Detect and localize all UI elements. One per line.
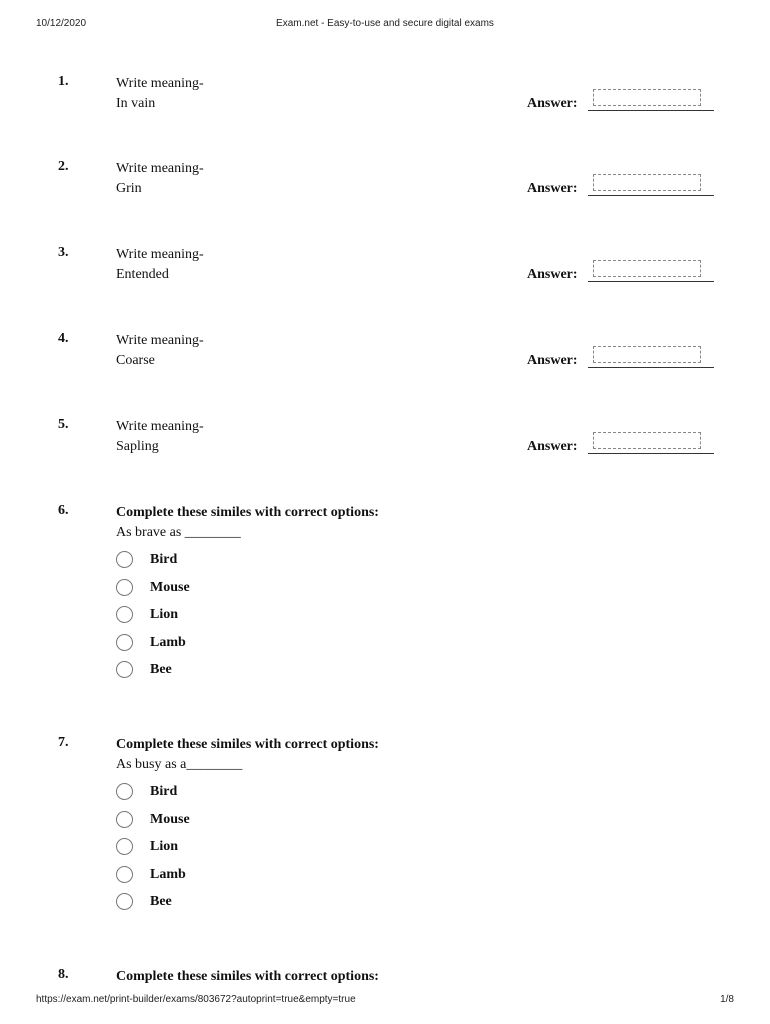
question-prompt: Complete these similes with correct options: — [116, 969, 379, 984]
question-word: Coarse — [116, 353, 155, 368]
answer-input[interactable] — [593, 432, 701, 449]
option-label: Bee — [150, 894, 172, 909]
radio-button[interactable] — [116, 551, 133, 568]
page-header — [36, 18, 734, 32]
option-label: Lamb — [150, 634, 186, 650]
question-word: Sapling — [116, 439, 159, 454]
radio-button[interactable] — [116, 866, 133, 883]
radio-button[interactable] — [116, 579, 133, 596]
footer-url: https://exam.net/print-builder/exams/803672?autoprint=true&empty=true — [36, 994, 356, 1005]
question-number: 5. — [58, 417, 69, 432]
question-text — [116, 967, 379, 987]
page-number: 1/8 — [720, 994, 734, 1005]
option-label: Bird — [150, 552, 178, 567]
radio-button[interactable] — [116, 634, 133, 651]
answer-label: Answer: — [527, 353, 578, 368]
option-label: Bee — [150, 662, 172, 677]
answer-input[interactable] — [593, 174, 701, 191]
radio-button[interactable] — [116, 783, 133, 800]
answer-label: Answer: — [527, 181, 578, 196]
question-prompt: Complete these similes with correct options: — [116, 737, 379, 752]
question-text — [116, 74, 204, 114]
radio-button[interactable] — [116, 811, 133, 828]
question-prompt: Write meaning- — [116, 333, 204, 348]
option-label: Bird — [150, 784, 178, 799]
question-text — [116, 503, 379, 543]
answer-label: Answer: — [527, 439, 578, 454]
question-prompt: Write meaning- — [116, 76, 204, 91]
answer-input[interactable] — [593, 89, 701, 106]
question-text — [116, 245, 204, 285]
question-word: Entended — [116, 267, 169, 282]
question-number: 7. — [58, 735, 69, 750]
radio-button[interactable] — [116, 606, 133, 623]
question-text — [116, 331, 204, 371]
question-sentence: As busy as a________ — [116, 757, 243, 772]
question-number: 1. — [58, 74, 69, 89]
question-text — [116, 735, 379, 775]
option-label: Lion — [150, 607, 179, 622]
radio-button[interactable] — [116, 893, 133, 910]
question-prompt: Write meaning- — [116, 419, 204, 434]
question-sentence: As brave as ________ — [116, 525, 241, 540]
header-date: 10/12/2020 — [36, 18, 87, 29]
answer-label: Answer: — [527, 267, 578, 282]
question-number: 2. — [58, 159, 69, 174]
page-footer — [36, 994, 734, 1008]
option-label: Mouse — [150, 579, 190, 595]
radio-button[interactable] — [116, 838, 133, 855]
option-label: Lion — [150, 839, 179, 854]
header-title: Exam.net - Easy-to-use and secure digital exams — [276, 18, 494, 29]
option-label: Mouse — [150, 811, 190, 827]
answer-input[interactable] — [593, 260, 701, 277]
answer-input[interactable] — [593, 346, 701, 363]
question-prompt: Complete these similes with correct options: — [116, 505, 379, 520]
question-word: Grin — [116, 181, 142, 196]
question-prompt: Write meaning- — [116, 161, 204, 176]
option-label: Lamb — [150, 866, 186, 882]
radio-button[interactable] — [116, 661, 133, 678]
question-number: 6. — [58, 503, 69, 518]
question-number: 8. — [58, 967, 69, 982]
question-number: 4. — [58, 331, 69, 346]
question-prompt: Write meaning- — [116, 247, 204, 262]
question-number: 3. — [58, 245, 69, 260]
question-text — [116, 159, 204, 199]
question-text — [116, 417, 204, 457]
answer-label: Answer: — [527, 96, 578, 111]
question-word: In vain — [116, 96, 156, 111]
